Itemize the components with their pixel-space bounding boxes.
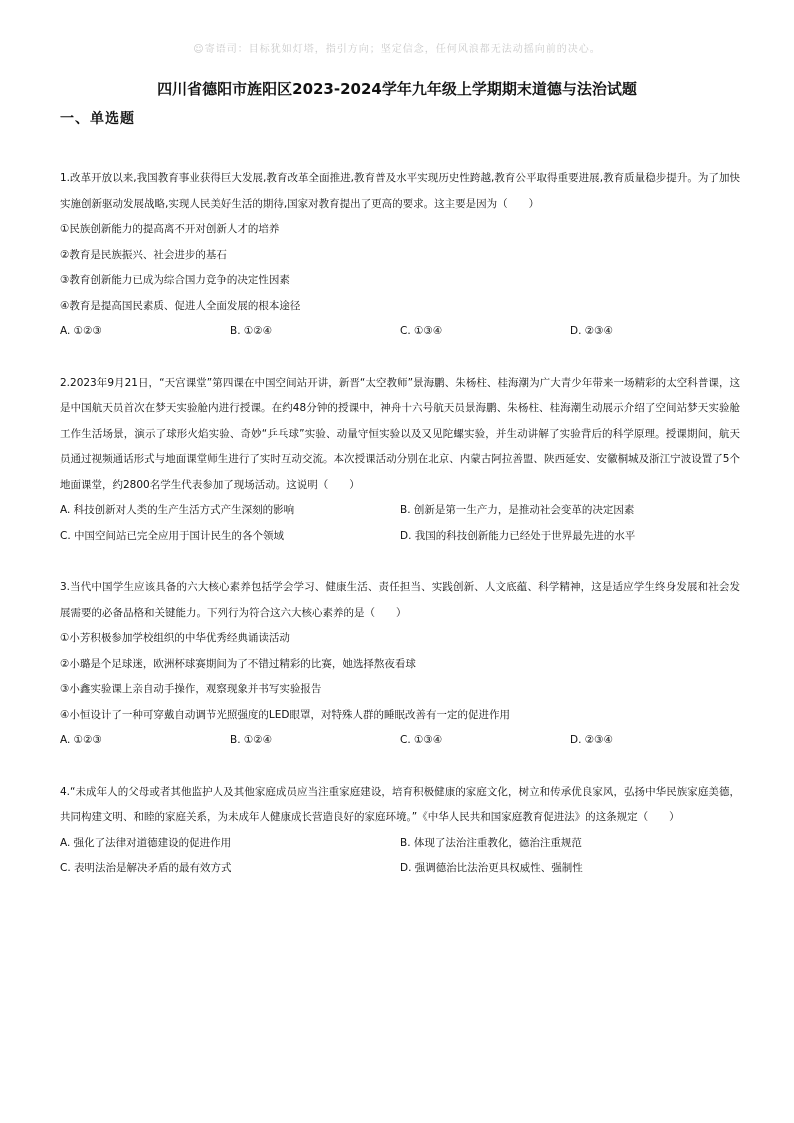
option-a[interactable]: A. ①②③ bbox=[60, 734, 102, 746]
question-4 bbox=[60, 780, 740, 882]
question-stem: 3.当代中国学生应该具备的六大核心素养包括学会学习、健康生活、责任担当、实践创新、人文底蕴、科学精神，这是适应学生终身发展和社会发展需要的必备品格和关键能力。下列行为符合这六大核心素养的是（ ） bbox=[60, 581, 740, 619]
answer-options bbox=[60, 319, 740, 345]
option-a[interactable]: A. ①②③ bbox=[60, 325, 102, 337]
statement-item: ③小鑫实验课上亲自动手操作，观察现象并书写实验报告 bbox=[60, 683, 322, 695]
option-c[interactable]: C. ①③④ bbox=[400, 325, 443, 337]
question-2 bbox=[60, 371, 740, 550]
option-b[interactable]: B. ①②④ bbox=[230, 325, 273, 337]
option-b[interactable]: B. 创新是第一生产力，是推动社会变革的决定因素 bbox=[400, 504, 635, 516]
section-heading: 一、单选题 bbox=[60, 111, 135, 127]
header-motto: ☺寄语司：目标犹如灯塔，指引方向；坚定信念，任何风浪都无法动摇向前的决心。 bbox=[193, 44, 601, 55]
answer-options bbox=[60, 498, 740, 549]
option-d[interactable]: D. 强调德治比法治更具权威性、强制性 bbox=[400, 862, 583, 874]
option-d[interactable]: D. ②③④ bbox=[570, 734, 613, 746]
question-stem: 2.2023年9月21日，“天宫课堂”第四课在中国空间站开讲，新晋“太空教师”景海鹏、朱杨柱、桂海潮为广大青少年带来一场精彩的太空科普课，这是中国航天员首次在梦天实验舱内进行授课。在约48分钟的授课中，神舟十六号航天员景海鹏、朱杨柱、桂海潮生动展示介绍了空间站梦天实验舱工作生活场景，演示了球形火焰实验、奇妙“乒乓球”实验、动量守恒实验以及又见陀螺实验，并生动讲解了实验背后的科学原理。授课期间，航天员通过视频通话形式与地面课堂师生进行了实时互动交流。本次授课活动分别在北京、内蒙古阿拉善盟、陕西延安、安徽桐城及浙江宁波设置了5个地面课堂，约2800名学生代表参加了现场活动。这说明（ ） bbox=[60, 376, 740, 491]
statement-item: ①民族创新能力的提高离不开对创新人才的培养 bbox=[60, 223, 280, 235]
page-title: 四川省德阳市旌阳区2023-2024学年九年级上学期期末道德与法治试题 bbox=[157, 80, 637, 98]
option-a[interactable]: A. 科技创新对人类的生产生活方式产生深刻的影响 bbox=[60, 504, 295, 516]
question-1 bbox=[60, 166, 740, 345]
option-a[interactable]: A. 强化了法律对道德建设的促进作用 bbox=[60, 836, 232, 849]
option-c[interactable]: C. ①③④ bbox=[400, 734, 443, 746]
statement-item: ④小恒设计了一种可穿戴自动调节光照强度的LED眼罩，对特殊人群的睡眠改善有一定的促进作用 bbox=[60, 708, 510, 721]
question-3 bbox=[60, 575, 740, 754]
statement-item: ③教育创新能力已成为综合国力竞争的决定性因素 bbox=[60, 274, 290, 286]
statement-item: ④教育是提高国民素质、促进人全面发展的根本途径 bbox=[60, 299, 301, 312]
option-c[interactable]: C. 表明法治是解决矛盾的最有效方式 bbox=[60, 862, 232, 874]
option-b[interactable]: B. 体现了法治注重教化，德治注重规范 bbox=[400, 836, 582, 849]
statement-item: ②教育是民族振兴、社会进步的基石 bbox=[60, 248, 227, 261]
question-list bbox=[60, 166, 740, 908]
question-stem: 4.“未成年人的父母或者其他监护人及其他家庭成员应当注重家庭建设，培育积极健康的家庭文化，树立和传承优良家风，弘扬中华民族家庭美德，共同构建文明、和睦的家庭关系，为未成年人健康成长营造良好的家庭环境。”《中华人民共和国家庭教育促进法》的这条规定（ ） bbox=[60, 785, 740, 823]
answer-options bbox=[60, 728, 740, 754]
answer-options bbox=[60, 831, 740, 882]
option-d[interactable]: D. ②③④ bbox=[570, 325, 613, 337]
option-d[interactable]: D. 我国的科技创新能力已经处于世界最先进的水平 bbox=[400, 529, 636, 542]
option-b[interactable]: B. ①②④ bbox=[230, 734, 273, 746]
statement-item: ②小璐是个足球迷，欧洲杯球赛期间为了不错过精彩的比赛，她选择熬夜看球 bbox=[60, 657, 416, 670]
option-c[interactable]: C. 中国空间站已完全应用于国计民生的各个领域 bbox=[60, 529, 285, 542]
statement-item: ①小芳积极参加学校组织的中华优秀经典诵读活动 bbox=[60, 632, 290, 644]
question-stem: 1.改革开放以来,我国教育事业获得巨大发展,教育改革全面推进,教育普及水平实现历史性跨越,教育公平取得重要进展,教育质量稳步提升。为了加快实施创新驱动发展战略,实现人民美好生活的期待,国家对教育提出了更高的要求。这主要是因为（ ） bbox=[60, 172, 740, 210]
